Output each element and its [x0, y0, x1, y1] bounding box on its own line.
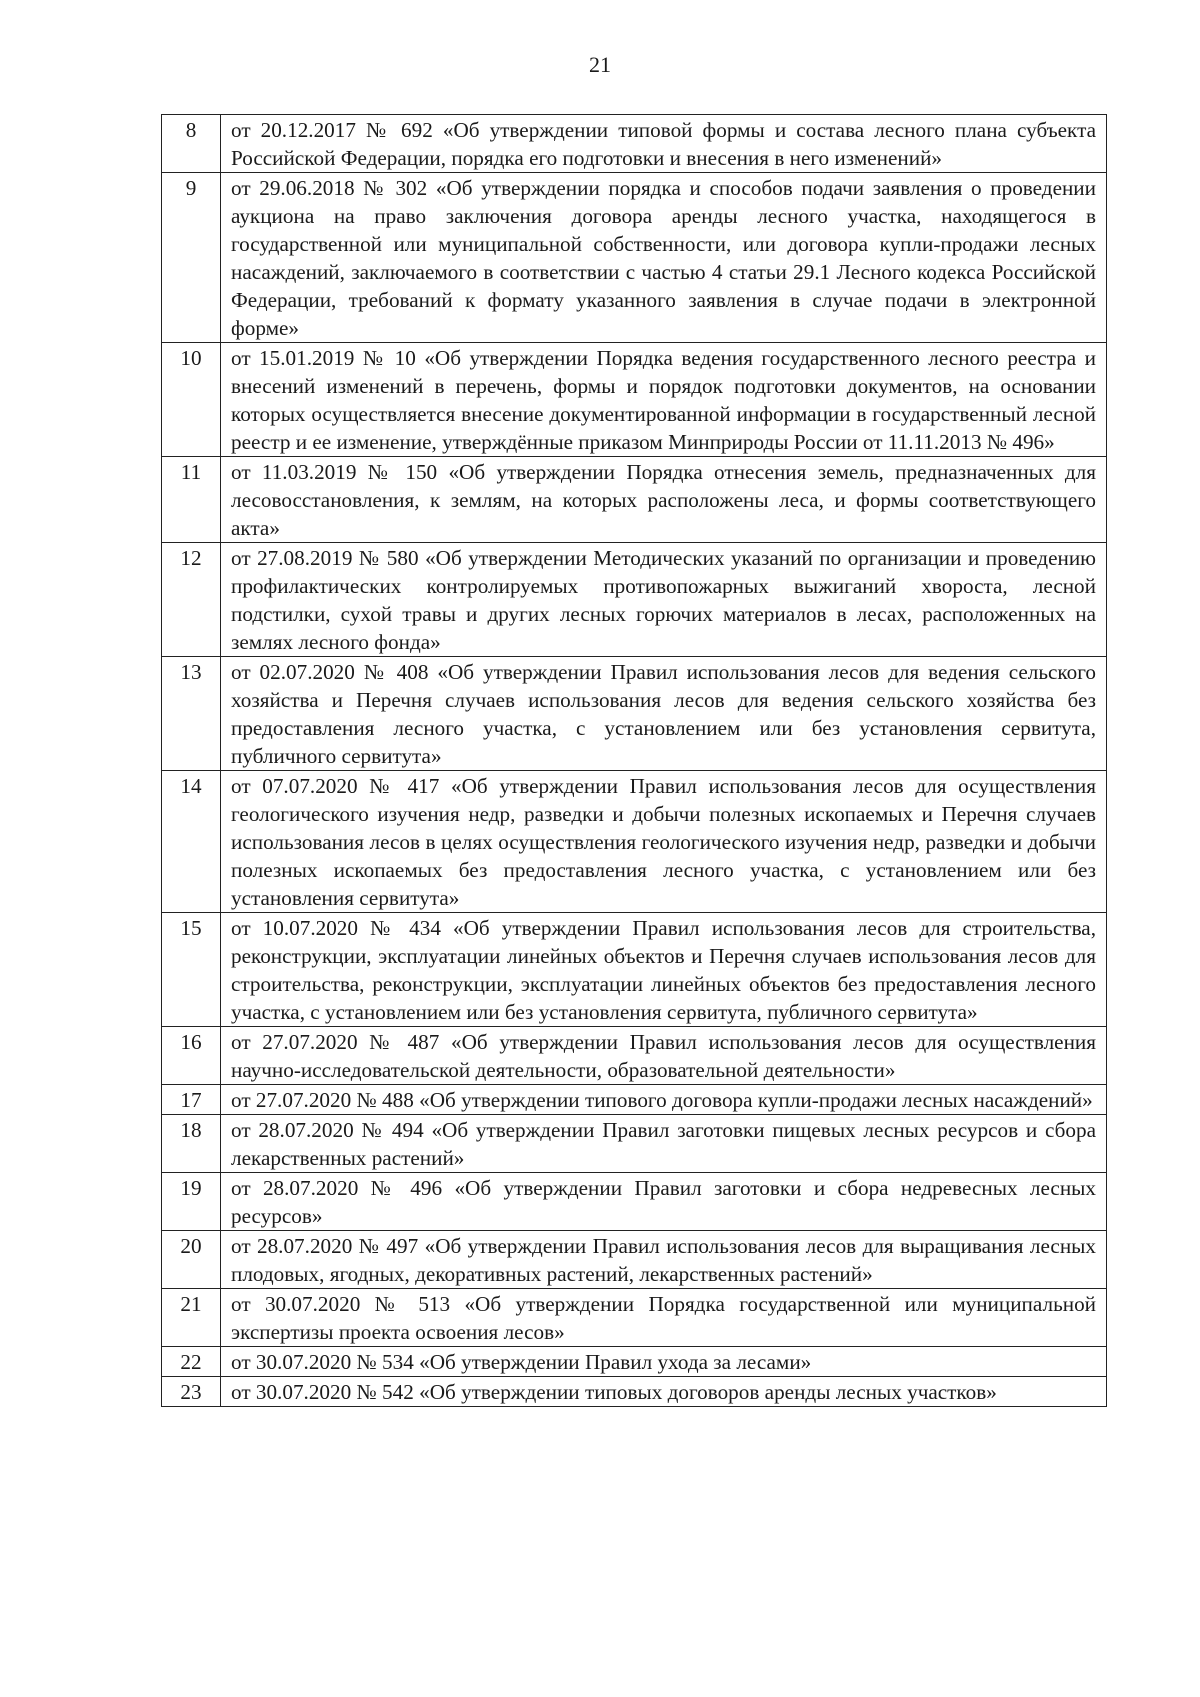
document-table	[161, 114, 1107, 1407]
table-row	[162, 1173, 1107, 1231]
table-row	[162, 913, 1107, 1027]
row-number: 10	[162, 343, 221, 457]
table-row	[162, 457, 1107, 543]
table-row	[162, 173, 1107, 343]
row-number: 11	[162, 457, 221, 543]
row-text: от 07.07.2020 № 417 «Об утверждении Правил использования лесов для осуществления геологического изучения недр, разведки и добычи полезных ископаемых и Перечня случаев использования лесов в целях осуществления геологического изучения недр, разведки и добычи полезных ископаемых без предоставления лесного участка, с установлением или без установления сервитута»	[221, 771, 1107, 913]
table-row	[162, 543, 1107, 657]
document-table-body	[162, 115, 1107, 1407]
row-number: 21	[162, 1289, 221, 1347]
row-number: 8	[162, 115, 221, 173]
table-row	[162, 771, 1107, 913]
row-text: от 20.12.2017 № 692 «Об утверждении типовой формы и состава лесного плана субъекта Российской Федерации, порядка его подготовки и внесения в него изменений»	[221, 115, 1107, 173]
row-number: 15	[162, 913, 221, 1027]
row-text: от 28.07.2020 № 494 «Об утверждении Правил заготовки пищевых лесных ресурсов и сбора лекарственных растений»	[221, 1115, 1107, 1173]
row-text: от 15.01.2019 № 10 «Об утверждении Порядка ведения государственного лесного реестра и внесений изменений в перечень, формы и порядок подготовки документов, на основании которых осуществляется внесение документированной информации в государственный лесной реестр и ее изменение, утверждённые приказом Минприроды России от 11.11.2013 № 496»	[221, 343, 1107, 457]
row-text: от 10.07.2020 № 434 «Об утверждении Правил использования лесов для строительства, реконструкции, эксплуатации линейных объектов и Перечня случаев использования лесов для строительства, реконструкции, эксплуатации линейных объектов без предоставления лесного участка, с установлением или без установления сервитута, публичного сервитута»	[221, 913, 1107, 1027]
row-number: 12	[162, 543, 221, 657]
row-number: 19	[162, 1173, 221, 1231]
row-text: от 27.08.2019 № 580 «Об утверждении Методических указаний по организации и проведению профилактических контролируемых противопожарных выжиганий хвороста, лесной подстилки, сухой травы и других лесных горючих материалов в лесах, расположенных на землях лесного фонда»	[221, 543, 1107, 657]
table-row	[162, 1289, 1107, 1347]
row-number: 13	[162, 657, 221, 771]
row-text: от 02.07.2020 № 408 «Об утверждении Правил использования лесов для ведения сельского хозяйства и Перечня случаев использования лесов для ведения сельского хозяйства без предоставления лесного участка, с установлением или без установления сервитута, публичного сервитута»	[221, 657, 1107, 771]
table-row	[162, 1115, 1107, 1173]
row-text: от 28.07.2020 № 497 «Об утверждении Правил использования лесов для выращивания лесных плодовых, ягодных, декоративных растений, лекарственных растений»	[221, 1231, 1107, 1289]
table-row	[162, 1085, 1107, 1115]
row-number: 22	[162, 1347, 221, 1377]
table-row	[162, 657, 1107, 771]
row-text: от 30.07.2020 № 542 «Об утверждении типовых договоров аренды лесных участков»	[221, 1377, 1107, 1407]
row-text: от 30.07.2020 № 513 «Об утверждении Порядка государственной или муниципальной экспертизы проекта освоения лесов»	[221, 1289, 1107, 1347]
row-text: от 27.07.2020 № 487 «Об утверждении Правил использования лесов для осуществления научно-исследовательской деятельности, образовательной деятельности»	[221, 1027, 1107, 1085]
page-number: 21	[589, 52, 611, 77]
table-row	[162, 343, 1107, 457]
row-number: 17	[162, 1085, 221, 1115]
table-row	[162, 115, 1107, 173]
table-row	[162, 1027, 1107, 1085]
table-row	[162, 1377, 1107, 1407]
row-text: от 11.03.2019 № 150 «Об утверждении Порядка отнесения земель, предназначенных для лесовосстановления, к землям, на которых расположены леса, и формы соответствующего акта»	[221, 457, 1107, 543]
table-row	[162, 1231, 1107, 1289]
row-number: 9	[162, 173, 221, 343]
row-text: от 30.07.2020 № 534 «Об утверждении Правил ухода за лесами»	[221, 1347, 1107, 1377]
row-text: от 27.07.2020 № 488 «Об утверждении типового договора купли-продажи лесных насаждений»	[221, 1085, 1107, 1115]
row-text: от 29.06.2018 № 302 «Об утверждении порядка и способов подачи заявления о проведении аукциона на право заключения договора аренды лесного участка, находящегося в государственной или муниципальной собственности, или договора купли-продажи лесных насаждений, заключаемого в соответствии с частью 4 статьи 29.1 Лесного кодекса Российской Федерации, требований к формату указанного заявления в случае подачи в электронной форме»	[221, 173, 1107, 343]
row-number: 18	[162, 1115, 221, 1173]
row-number: 16	[162, 1027, 221, 1085]
row-number: 20	[162, 1231, 221, 1289]
row-text: от 28.07.2020 № 496 «Об утверждении Правил заготовки и сбора недревесных лесных ресурсов»	[221, 1173, 1107, 1231]
row-number: 23	[162, 1377, 221, 1407]
table-row	[162, 1347, 1107, 1377]
row-number: 14	[162, 771, 221, 913]
